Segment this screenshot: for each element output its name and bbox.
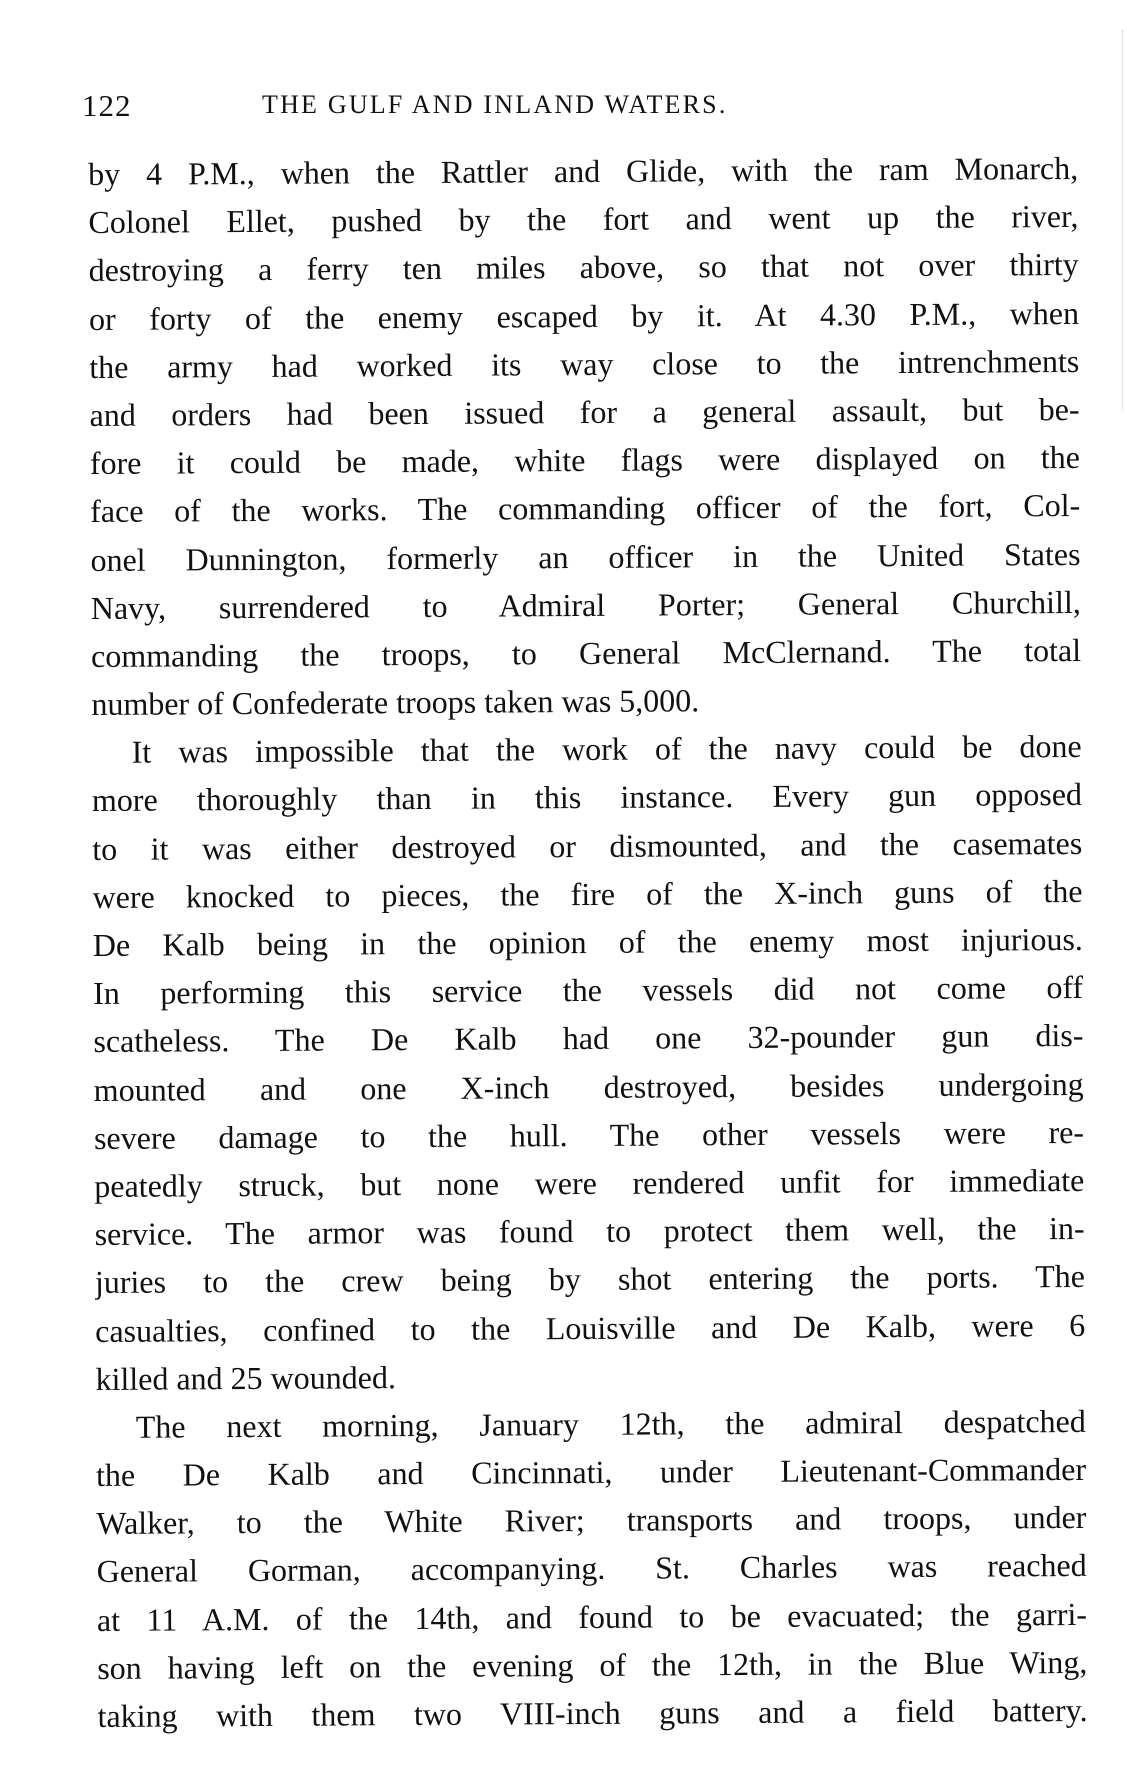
page-number: 122	[82, 88, 132, 123]
text-line: juries to the crew being by shot entering the ports. The	[94, 1258, 1086, 1301]
text-line: De Kalb being in the opinion of the enemy most injurious.	[92, 920, 1083, 963]
page-header	[82, 88, 1062, 128]
text-line: severe damage to the hull. The other vessels were re-	[93, 1113, 1085, 1156]
text-line: onel Dunnington, formerly an officer in the United States	[90, 535, 1081, 578]
text-line: Walker, to the White River; transports and troops, under	[96, 1499, 1087, 1542]
text-line: commanding the troops, to General McClernand. The total	[90, 631, 1082, 674]
text-line: by 4 P.M., when the Rattler and Glide, with the ram Monarch,	[88, 149, 1079, 192]
text-line: killed and 25 wounded.	[95, 1358, 397, 1397]
text-line: General Gorman, accompanying. St. Charles was reached	[96, 1547, 1087, 1590]
text-line: It was impossible that the work of the navy could be done	[131, 728, 1082, 770]
text-line: number of Confederate troops taken was 5,000.	[91, 682, 700, 723]
text-line: fore it could be made, white flags were displayed on the	[89, 439, 1081, 482]
text-line: Colonel Ellet, pushed by the fort and went up the river,	[88, 198, 1079, 241]
body-text	[88, 144, 1088, 1740]
text-line: the De Kalb and Cincinnati, under Lieutenant-Commander	[95, 1450, 1087, 1494]
text-line: were knocked to pieces, the fire of the X-inch guns of the	[92, 872, 1083, 915]
page-edge-mark	[1120, 30, 1123, 410]
text-line: service. The armor was found to protect them well, the in-	[94, 1210, 1085, 1253]
text-line: more thoroughly than in this instance. Every gun opposed	[91, 776, 1083, 819]
text-line: casualties, confined to the Louisville and De Kalb, were 6	[95, 1306, 1086, 1349]
text-line: and orders had been issued for a general assault, but be-	[89, 390, 1080, 433]
text-line: son having left on the evening of the 12th, in the Blue Wing,	[97, 1643, 1088, 1686]
text-line: mounted and one X-inch destroyed, besides undergoing	[93, 1065, 1084, 1108]
text-line: destroying a ferry ten miles above, so that not over thirty	[88, 246, 1079, 289]
text-line: or forty of the enemy escaped by it. At 4.30 P.M., when	[88, 294, 1080, 337]
text-line: to it was either destroyed or dismounted, and the casemates	[92, 824, 1083, 867]
running-title: THE GULF AND INLAND WATERS.	[262, 90, 728, 119]
text-line: The next morning, January 12th, the admiral despatched	[135, 1402, 1086, 1445]
text-line: taking with them two VIII-inch guns and a field battery.	[97, 1691, 1088, 1734]
text-line: face of the works. The commanding officer of the fort, Col-	[90, 487, 1081, 530]
text-line: the army had worked its way close to the intrenchments	[89, 342, 1080, 385]
text-line: at 11 A.M. of the 14th, and found to be evacuated; the garri-	[96, 1595, 1088, 1638]
text-line: Navy, surrendered to Admiral Porter; General Churchill,	[90, 583, 1081, 626]
text-line: scatheless. The De Kalb had one 32-pounder gun dis-	[93, 1017, 1084, 1060]
text-line: peatedly struck, but none were rendered unfit for immediate	[94, 1161, 1085, 1204]
text-line: In performing this service the vessels did not come off	[93, 969, 1084, 1012]
